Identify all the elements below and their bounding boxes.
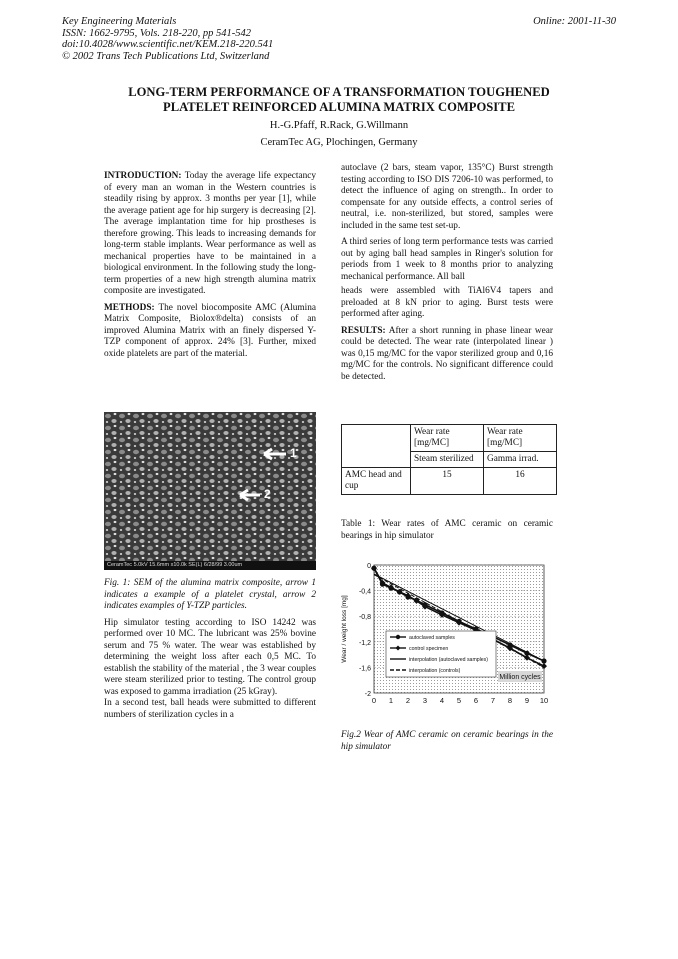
x-tick-label: 2 [405,696,411,705]
copyright-line: © 2002 Trans Tech Publications Ltd, Switzerland [62,50,270,62]
sem-texture [104,412,316,570]
simulator-paragraph: Hip simulator testing according to ISO 14242 was performed over 10 MC. The lubricant was 25% bovine serum and 75 % water. The wear was established by determining the weight loss after each 0,5 MC. To establish the stability of the material , the 3 wear couples were steam sterilized prior to testing. The control group was exposed to gamma irradiation (25 kGray). [104,617,316,697]
online-date: Online: 2001-11-30 [533,16,616,27]
y-tick-label: -2 [364,691,371,698]
x-tick-label: 4 [439,696,445,705]
second-test-paragraph: In a second test, ball heads were submitted to different numbers of sterilization cycles in a [104,698,316,720]
table-header-steam: Wear rate [mg/MC] [411,425,484,452]
table-header-gamma: Wear rate [mg/MC] [484,425,557,452]
journal-header [62,16,273,62]
x-tick-label: 9 [524,696,530,705]
x-tick-label: 5 [456,696,462,705]
methods-text: The novel biocomposite AMC (Alumina Matrix Composite, Biolox®delta) consists of an improved Alumina Matrix with an finely dispersed Y-TZP component of approx. 24% [3]. Further, mixed oxide platelets are part of the material. [104,302,316,359]
sem-info-bar: CeramTec 5.0kV 15.6mm x10.0k SE(L) 6/28/99 3.00um [104,561,316,570]
left-column-bottom [104,578,316,726]
sem-image [104,412,316,570]
table-subheader-steam: Steam sterilized [411,452,484,468]
x-tick-label: 3 [422,696,428,705]
table-value-gamma: 16 [484,468,557,495]
x-tick-label: 6 [473,696,479,705]
results-text: After a short running in phase linear wear could be detected. The wear rate (interpolated linear ) was 0,15 mg/MC for the vapor sterilized group and 0,16 mg/MC for the controls. No significant difference could be detected. [341,325,553,382]
wear-chart-svg [332,557,554,727]
x-tick-label: 10 [539,696,549,705]
title-line-2: PLATELET REINFORCED ALUMINA MATRIX COMPOSITE [163,100,515,114]
wear-rate-table [341,424,557,495]
left-column-top [104,171,316,365]
right-column-top [341,163,553,388]
chart-plot-area [341,563,548,705]
y-tick-label: 0 [367,563,371,570]
authors: H.-G.Pfaff, R.Rack, G.Willmann [269,120,409,131]
y-tick-label: -1,6 [358,665,371,673]
table-value-steam: 15 [411,468,484,495]
fig1-caption: Fig. 1: SEM of the alumina matrix composite, arrow 1 indicates a example of a platelet crystal, arrow 2 indicates examples of Y-TZP particles. [104,578,316,611]
x-tick-label: 1 [388,696,394,705]
fig2-caption: Fig.2 Wear of AMC ceramic on ceramic bearings in the hip simulator [341,730,553,752]
results-heading: RESULTS: [341,325,386,336]
table-row [342,425,557,452]
affiliation: CeramTec AG, Plochingen, Germany [260,137,418,148]
table-cell-empty [342,452,411,468]
table-row [342,452,557,468]
y-tick-label: -0,4 [358,588,371,596]
results-paragraph [341,326,553,384]
ball-heads-paragraph: heads were assembled with TiAl6V4 tapers and preloaded at 8 kN prior to aging. Burst tests were performed after aging. [341,286,553,319]
table-subheader-gamma: Gamma irrad. [484,452,557,468]
legend-label-1: autoclaved samples [409,635,455,641]
legend-marker-circle [396,635,400,639]
intro-paragraph [104,171,316,298]
table-cell-empty [342,425,411,452]
third-series-paragraph: A third series of long term performance tests was carried out by aging ball head samples in Ringer's solution for periods from 1 week to 8 months prior to analyzing mechanical performance. All ball [341,237,553,282]
y-axis-label: Wear / weight loss [mg] [341,595,348,663]
issn-line: ISSN: 1662-9795, Vols. 218-220, pp 541-542 [62,27,251,39]
methods-heading: METHODS: [104,302,155,313]
methods-paragraph [104,303,316,361]
legend-label-3: interpolation (autoclaved samples) [409,657,489,663]
autoclave-paragraph: autoclave (2 bars, steam vapor, 135°C) Burst strength testing according to ISO DIS 7206-10 was performed, to detect the influence of aging on strength.. In order to compensate for any outside effects, a control series of neutral, i.e. non-sterilized, but stored, samples were included in the same test set-up. [341,163,553,231]
sem-label-2: 2 [264,487,271,501]
legend-label-4: interpolation (controls) [409,668,461,674]
x-tick-label: 7 [490,696,496,705]
table-caption: Table 1: Wear rates of AMC ceramic on ceramic bearings in hip simulator [341,519,553,541]
intro-text: Today the average life expectancy of every man an woman in the Western countries is steadily rising by approx. 3 months per year [1], while the average patient age for hip surgery is decreasing [2]. The average implantation time for hip prostheses is therefore growing. This leads to increasing demands for long-term stable implants. Wear performance as well as mechanical properties have to be maintained in a biological environment. In the following study the long-term properties of a new high strength alumina matrix composite are investigated. [104,171,316,296]
paper-title [60,85,618,115]
y-tick-label: -1,2 [358,639,371,647]
wear-chart [332,557,554,727]
legend-label-2: control specimen [409,646,449,652]
x-tick-label: 0 [371,696,377,705]
table-row [342,468,557,495]
x-axis-label: Million cycles [499,674,541,681]
intro-heading: INTRODUCTION: [104,171,182,181]
sem-label-1: 1 [290,446,297,460]
table-row-label: AMC head and cup [342,468,411,495]
doi-line: doi:10.4028/www.scientific.net/KEM.218-220.541 [62,39,274,50]
journal-name: Key Engineering Materials [62,16,177,27]
x-tick-label: 8 [507,696,513,705]
title-line-1: LONG-TERM PERFORMANCE OF A TRANSFORMATION TOUGHENED [128,85,550,99]
y-tick-label: -0,8 [358,614,371,622]
